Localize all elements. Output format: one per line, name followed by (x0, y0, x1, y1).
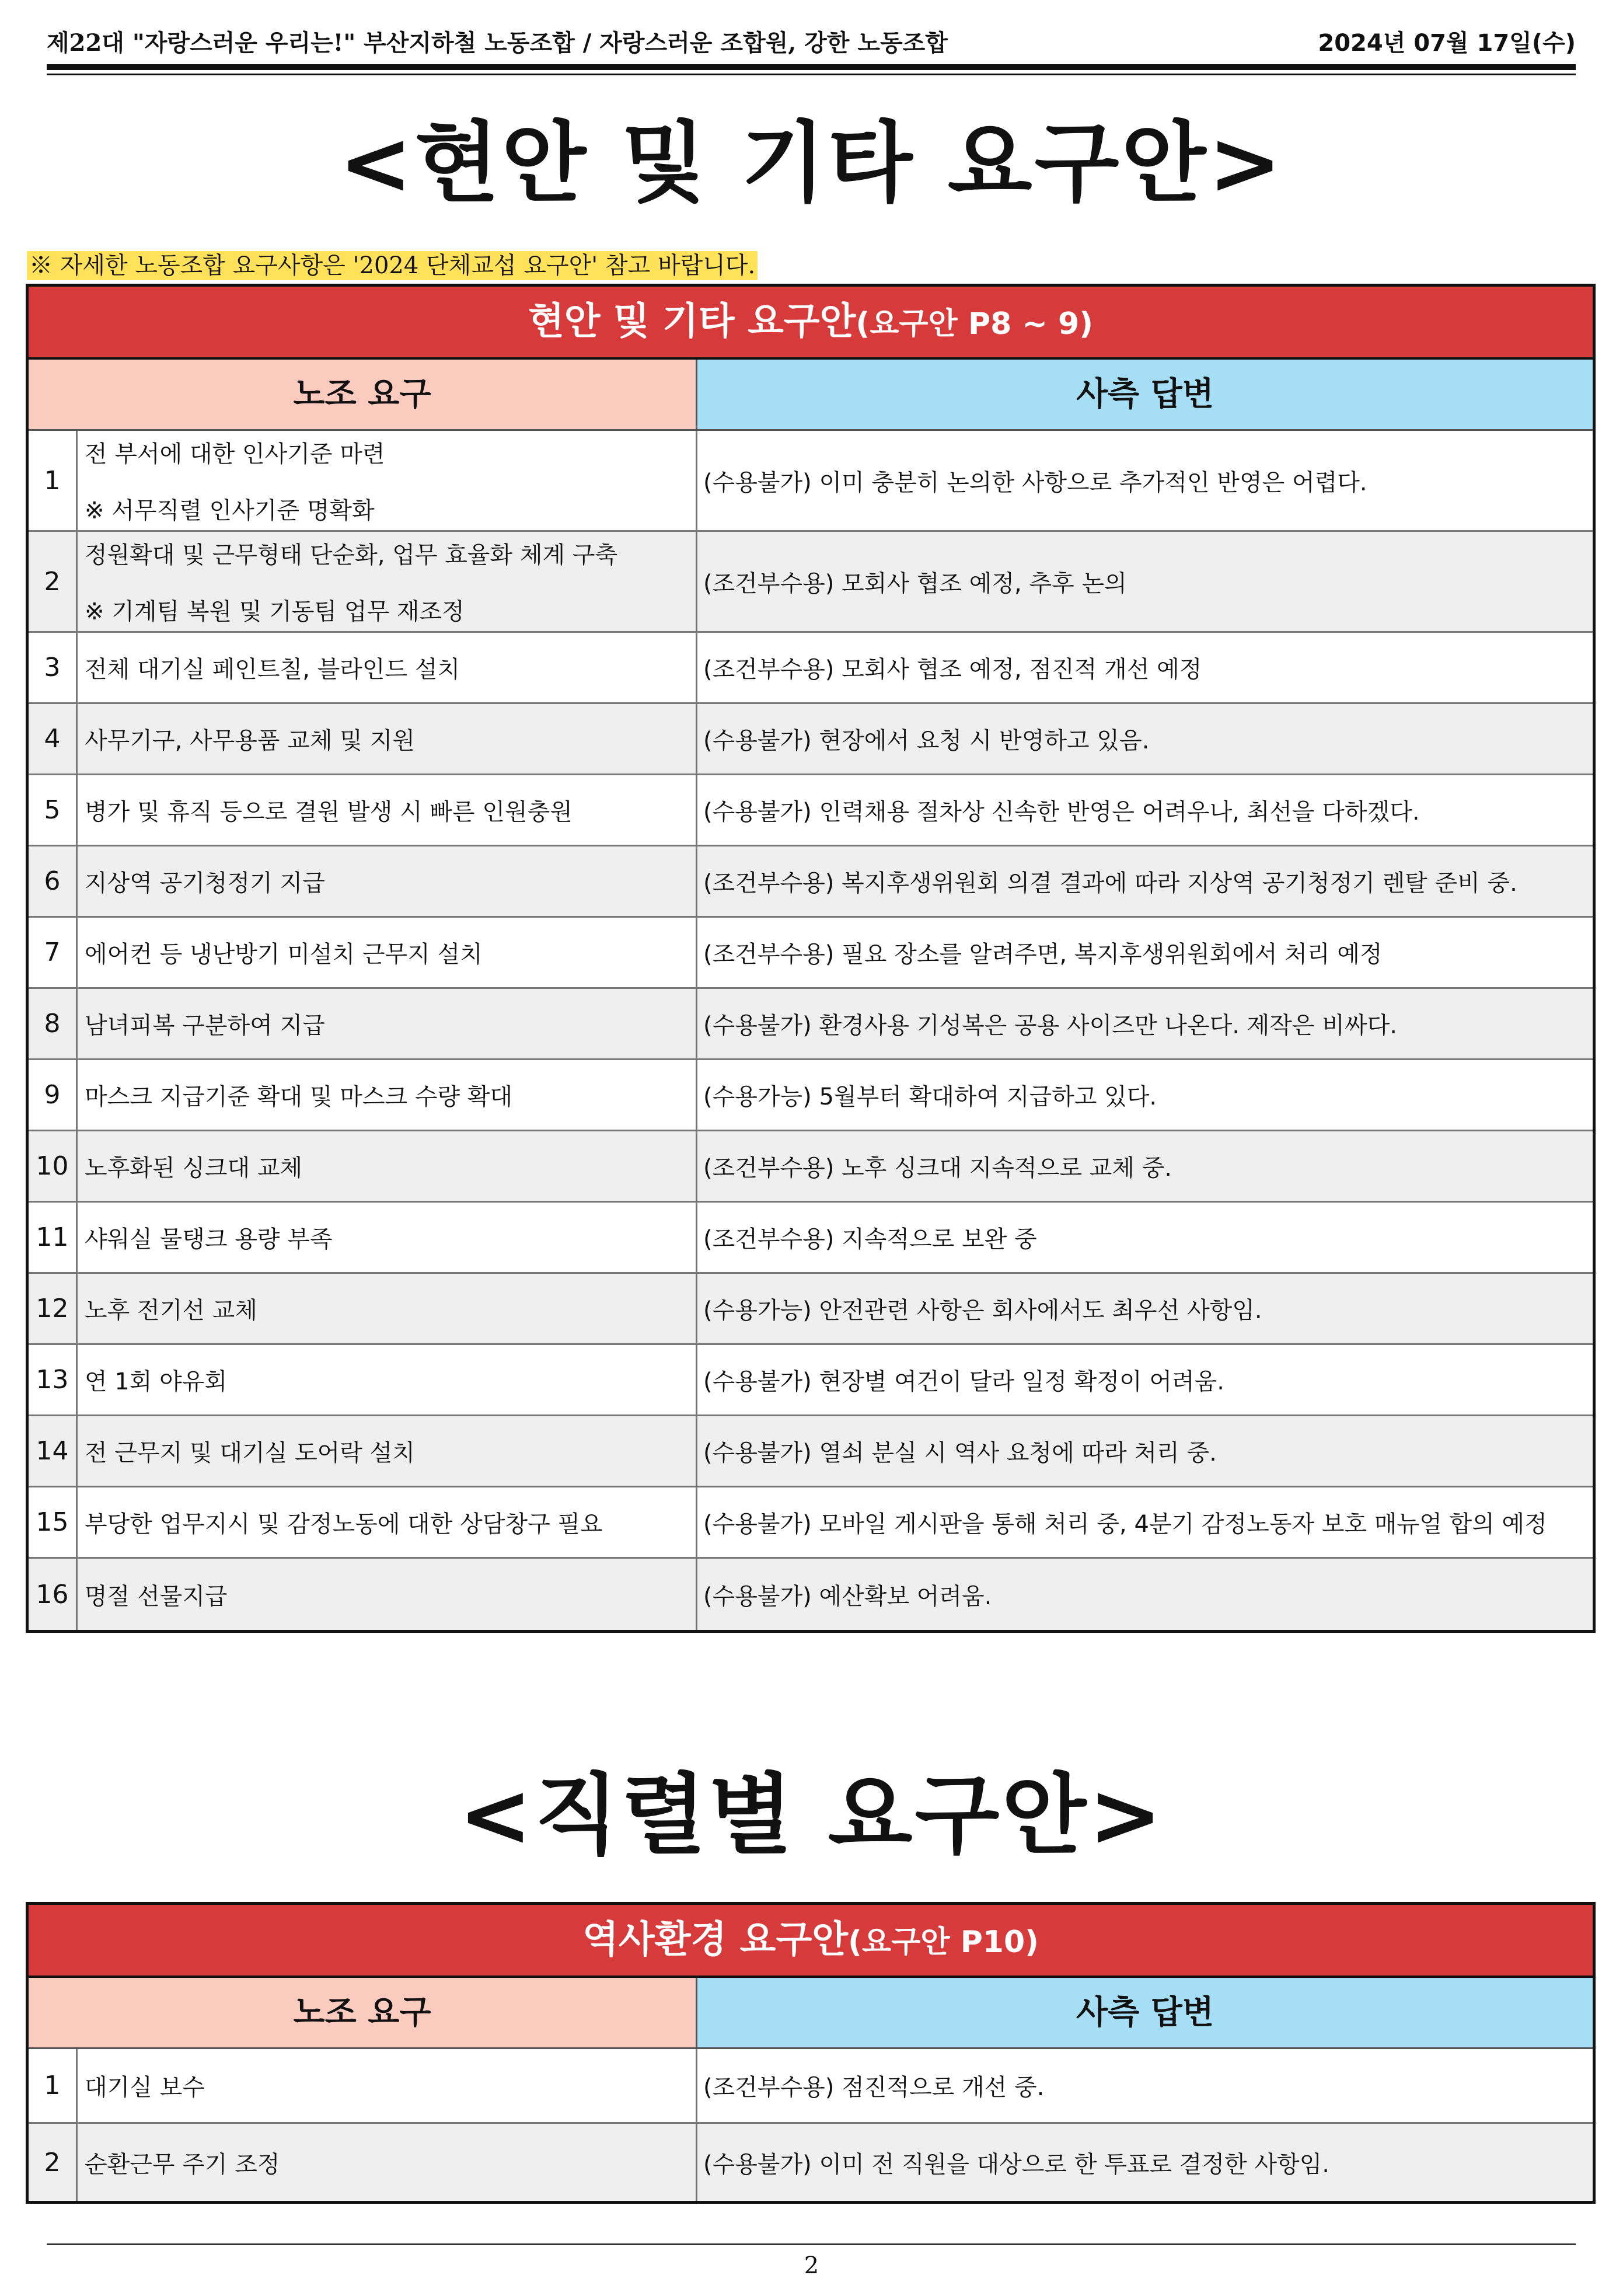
table-row (29, 2049, 1593, 2124)
union-request-cell (78, 1203, 697, 1272)
union-request-cell (78, 775, 697, 845)
row-number: 3 (29, 633, 78, 702)
union-request-text: 에어컨 등 냉난방기 미설치 근무지 설치 (85, 941, 483, 968)
issues-table-title (29, 287, 1593, 360)
header-org-text: 제22대 "자랑스러운 우리는!" 부산지하철 노동조합 / 자랑스러운 조합원, 강한 노동조합 (47, 29, 948, 57)
company-answer-cell: (조건부수용) 모회사 협조 예정, 추후 논의 (703, 570, 1127, 597)
col-union-request: 노조 요구 (29, 360, 697, 429)
table-row (29, 1345, 1593, 1416)
row-number: 5 (29, 775, 78, 845)
company-answer-cell: (수용불가) 환경사용 기성복은 공용 사이즈만 나온다. 제작은 비싸다. (703, 1012, 1397, 1039)
union-request-subnote: ※ 서무직렬 인사기준 명확화 (85, 497, 375, 524)
station-table-header (29, 1978, 1593, 2049)
row-number: 12 (29, 1274, 78, 1343)
section-title-positions: <직렬별 요구안> (459, 1765, 1164, 1866)
station-table (26, 1902, 1596, 2204)
union-request-cell (78, 918, 697, 987)
header-date: 2024년 07월 17일(수) (1318, 29, 1576, 57)
union-request-cell (78, 846, 697, 916)
table-row (29, 1203, 1593, 1274)
union-request-text: 부당한 업무지시 및 감정노동에 대한 상담창구 필요 (85, 1511, 603, 1538)
company-answer-cell: (조건부수용) 지속적으로 보완 중 (703, 1226, 1037, 1253)
company-answer-cell: (수용불가) 열쇠 분실 시 역사 요청에 따라 처리 중. (703, 1440, 1217, 1466)
company-answer-cell: (수용불가) 모바일 게시판을 통해 처리 중, 4분기 감정노동자 보호 매뉴얼 합의 예정 (703, 1511, 1547, 1538)
row-number: 2 (29, 532, 78, 631)
row-number: 6 (29, 846, 78, 916)
union-request-text: 정원확대 및 근무형태 단순화, 업무 효율화 체계 구축 (85, 542, 618, 569)
union-request-cell (78, 1416, 697, 1486)
row-number: 1 (29, 431, 78, 530)
row-number: 11 (29, 1203, 78, 1272)
union-request-subnote: ※ 기계팀 복원 및 기동팀 업무 재조정 (85, 598, 465, 625)
union-request-text: 전 근무지 및 대기실 도어락 설치 (85, 1440, 415, 1466)
union-request-cell (78, 532, 697, 631)
union-request-text: 남녀피복 구분하여 지급 (85, 1012, 325, 1039)
union-request-cell (78, 1131, 697, 1201)
row-number: 13 (29, 1345, 78, 1414)
union-request-cell (78, 431, 697, 530)
company-answer-cell: (수용불가) 이미 충분히 논의한 사항으로 추가적인 반영은 어렵다. (703, 469, 1367, 496)
footer-rule (47, 2243, 1576, 2245)
company-answer-cell: (조건부수용) 모회사 협조 예정, 점진적 개선 예정 (703, 656, 1202, 683)
row-number: 9 (29, 1060, 78, 1130)
table-row (29, 633, 1593, 704)
page-number: 2 (804, 2252, 819, 2279)
table-row (29, 1131, 1593, 1203)
issues-table (26, 284, 1596, 1633)
company-answer-cell: (수용불가) 이미 전 직원을 대상으로 한 투표로 결정한 사항임. (703, 2151, 1330, 2178)
station-table-title (29, 1905, 1593, 1978)
table-row (29, 1559, 1593, 1630)
row-number: 10 (29, 1131, 78, 1201)
row-number: 14 (29, 1416, 78, 1486)
company-answer-cell: (수용불가) 예산확보 어려움. (703, 1583, 992, 1610)
company-answer-cell: (수용불가) 현장별 여건이 달라 일정 확정이 어려움. (703, 1368, 1225, 1395)
union-request-cell (78, 704, 697, 774)
row-number: 7 (29, 918, 78, 987)
table-row (29, 431, 1593, 532)
station-table-body (29, 2049, 1593, 2201)
row-number: 8 (29, 989, 78, 1058)
union-request-text: 사무기구, 사무용품 교체 및 지원 (85, 727, 415, 754)
table-row (29, 918, 1593, 989)
company-answer-cell: (수용불가) 인력채용 절차상 신속한 반영은 어려우나, 최선을 다하겠다. (703, 799, 1420, 825)
union-request-text: 노후화된 싱크대 교체 (85, 1155, 303, 1182)
table-row (29, 775, 1593, 846)
company-answer-cell: (수용가능) 5월부터 확대하여 지급하고 있다. (703, 1083, 1157, 1110)
table-row (29, 1416, 1593, 1487)
col-company-answer: 사측 답변 (697, 1978, 1593, 2047)
table-row (29, 1274, 1593, 1345)
union-request-cell (78, 2049, 697, 2122)
issues-table-body (29, 431, 1593, 1630)
union-request-text: 지상역 공기청정기 지급 (85, 870, 325, 897)
station-table-title-sub: (요구안 P10) (848, 1925, 1039, 1960)
union-request-cell (78, 1559, 697, 1630)
union-request-text: 마스크 지급기준 확대 및 마스크 수량 확대 (85, 1083, 513, 1110)
table-row (29, 1487, 1593, 1559)
union-request-cell (78, 1060, 697, 1130)
table-row (29, 704, 1593, 775)
company-answer-cell: (조건부수용) 필요 장소를 알려주면, 복지후생위원회에서 처리 예정 (703, 941, 1383, 968)
section-title-issues: <현안 및 기타 요구안> (338, 113, 1285, 214)
company-answer-cell: (조건부수용) 복지후생위원회 의결 결과에 따라 지상역 공기청정기 렌탈 준비 중. (703, 870, 1517, 897)
union-request-cell (78, 1274, 697, 1343)
station-table-title-main: 역사환경 요구안 (582, 1918, 849, 1961)
row-number: 4 (29, 704, 78, 774)
union-request-cell (78, 1487, 697, 1557)
table-row (29, 1060, 1593, 1131)
company-answer-cell: (수용가능) 안전관련 사항은 회사에서도 최우선 사항임. (703, 1297, 1262, 1324)
table-row (29, 532, 1593, 633)
row-number: 15 (29, 1487, 78, 1557)
col-union-request: 노조 요구 (29, 1978, 697, 2047)
company-answer-cell: (조건부수용) 점진적으로 개선 중. (703, 2074, 1045, 2101)
header-rule (47, 64, 1576, 70)
page-header (47, 18, 1576, 64)
table-row (29, 2124, 1593, 2201)
reference-note: ※ 자세한 노동조합 요구사항은 '2024 단체교섭 요구안' 참고 바랍니다. (27, 251, 758, 280)
col-company-answer: 사측 답변 (697, 360, 1593, 429)
table-row (29, 846, 1593, 918)
header-rule-thin (47, 74, 1576, 75)
company-answer-cell: (조건부수용) 노후 싱크대 지속적으로 교체 중. (703, 1155, 1172, 1182)
row-number: 1 (29, 2049, 78, 2122)
union-request-cell (78, 2124, 697, 2201)
union-request-text: 노후 전기선 교체 (85, 1297, 257, 1324)
union-request-text: 대기실 보수 (85, 2074, 205, 2101)
union-request-text: 샤워실 물탱크 용량 부족 (85, 1226, 333, 1253)
union-request-cell (78, 633, 697, 702)
union-request-text: 연 1회 야유회 (85, 1368, 228, 1395)
union-request-cell (78, 989, 697, 1058)
row-number: 2 (29, 2124, 78, 2201)
union-request-text: 순환근무 주기 조정 (85, 2151, 280, 2178)
union-request-text: 명절 선물지급 (85, 1583, 228, 1610)
union-request-text: 전체 대기실 페인트칠, 블라인드 설치 (85, 656, 460, 683)
issues-table-title-main: 현안 및 기타 요구안 (528, 300, 856, 343)
issues-table-title-sub: (요구안 P8 ~ 9) (856, 306, 1094, 342)
row-number: 16 (29, 1559, 78, 1630)
issues-table-header (29, 360, 1593, 431)
table-row (29, 989, 1593, 1060)
union-request-text: 전 부서에 대한 인사기준 마련 (85, 441, 385, 468)
company-answer-cell: (수용불가) 현장에서 요청 시 반영하고 있음. (703, 727, 1150, 754)
union-request-cell (78, 1345, 697, 1414)
union-request-text: 병가 및 휴직 등으로 결원 발생 시 빠른 인원충원 (85, 799, 573, 825)
